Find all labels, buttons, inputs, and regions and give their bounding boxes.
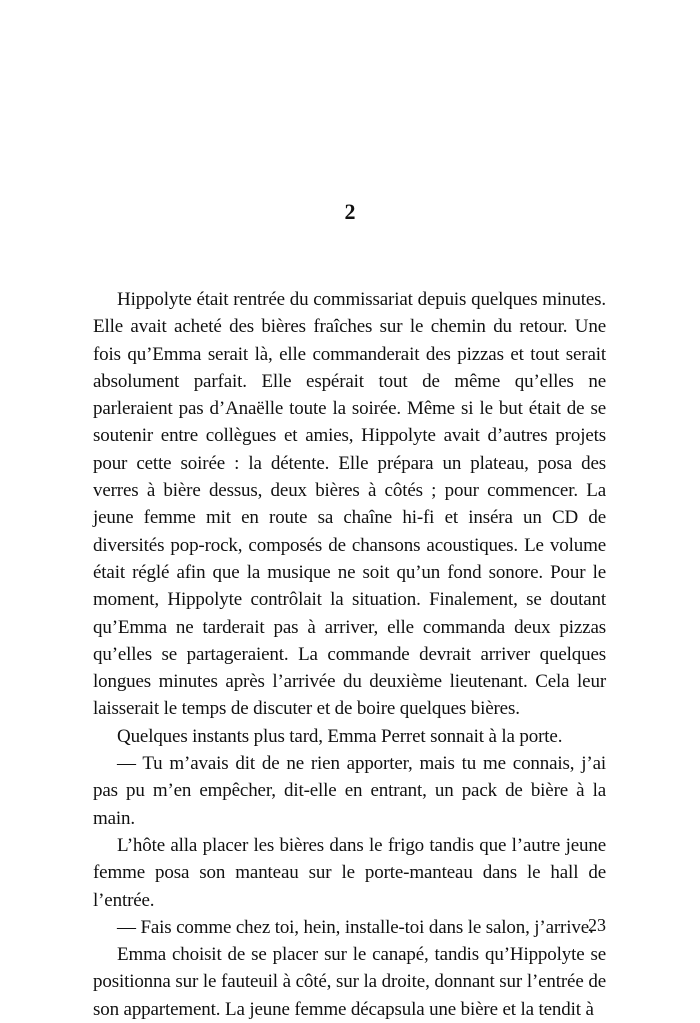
chapter-number: 2 [344,199,356,224]
chapter-body [93,286,606,1023]
paragraph: Hippolyte était rentrée du commissariat depuis quelques minutes. Elle avait acheté des bières fraîches sur le chemin du retour. Une fois qu’Emma serait là, elle commanderait des pizzas et tout serait absolument parfait. Elle espérait tout de même qu’elles ne parleraient pas d’Anaëlle toute la soirée. Même si le but était de se soutenir entre collègues et amies, Hippolyte avait d’autres projets pour cette soirée : la détente. Elle prépara un plateau, posa des verres à bière dessus, deux bières à côtés ; pour commencer. La jeune femme mit en route sa chaîne hi-fi et inséra un CD de diversités pop-rock, composés de chansons acoustiques. Le volume était réglé afin que la musique ne soit qu’un fond sonore. Pour le moment, Hippolyte contrôlait la situation. Finalement, se doutant qu’Emma ne tarderait pas à arriver, elle commanda deux pizzas qu’elles se partageraient. La commande devrait arriver quelques longues minutes après l’arrivée du deuxième lieutenant. Cela leur laisserait le temps de discuter et de boire quelques bières. [93,289,606,720]
dialogue-paragraph: — Fais comme chez toi, hein, installe-toi dans le salon, j’arrive. [117,916,594,938]
page-number: 23 [588,915,606,935]
paragraph: Quelques instants plus tard, Emma Perret sonnait à la porte. [117,725,563,747]
dialogue-paragraph: — Tu m’avais dit de ne rien apporter, mais tu me connais, j’ai pas pu m’en empêcher, dit-elle en entrant, un pack de bière à la main. [93,753,606,829]
paragraph: Emma choisit de se placer sur le canapé, tandis qu’Hippolyte se positionna sur le fauteuil à côté, sur la droite, donnant sur l’entrée de son appartement. La jeune femme décapsula une bière et la tendit à [93,944,606,1020]
paragraph: L’hôte alla placer les bières dans le frigo tandis que l’autre jeune femme posa son manteau sur le porte-manteau dans le hall de l’entrée. [93,834,606,911]
